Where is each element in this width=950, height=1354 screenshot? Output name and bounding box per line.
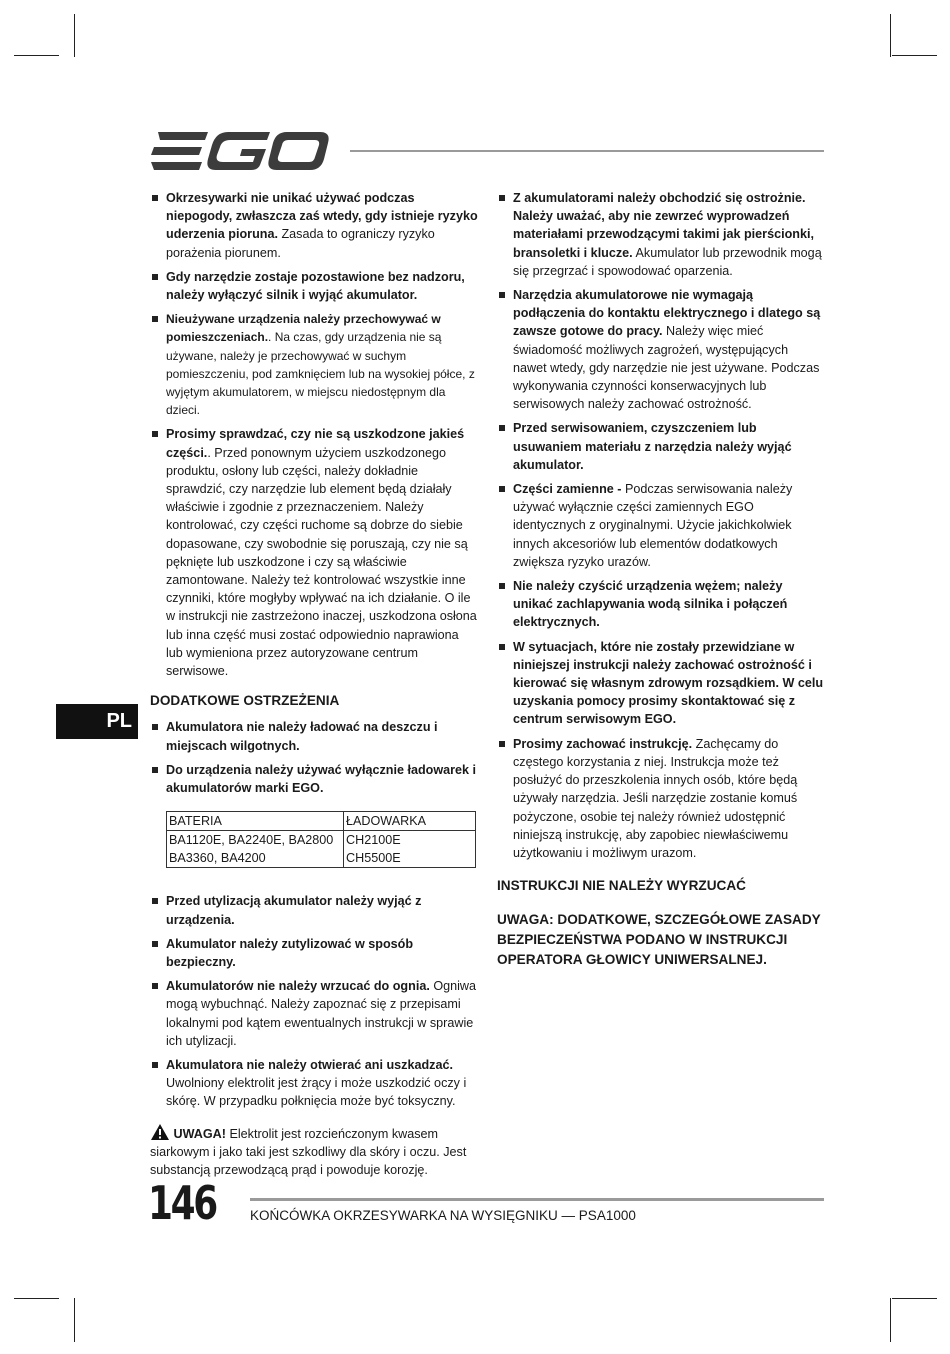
left-column (150, 189, 478, 1179)
item-bold: Okrzesywarki nie unikać używać podczas niepogody, zwłaszcza zaś wtedy, gdy istnieje ryzyko uderzenia pioruna. (166, 191, 478, 242)
item-bold: Akumulatora nie należy ładować na deszczu i miejscach wilgotnych. (166, 720, 438, 753)
bullet-icon (152, 316, 158, 322)
crop-mark (74, 1298, 75, 1342)
item-text: Uwolniony elektrolit jest żrący i może uszkodzić oczy i skórę. W przypadku połknięcia może być toksyczny. (166, 1076, 467, 1109)
bullet-icon (152, 767, 158, 773)
bullet-icon (152, 941, 158, 947)
table-header-cell: BATERIA (167, 812, 344, 831)
table-cell: BA3360, BA4200 (167, 849, 344, 868)
item-bold: Gdy narzędzie zostaje pozostawione bez nadzoru, należy wyłączyć silnik i wyjąć akumulator. (166, 269, 465, 303)
header-rule (350, 150, 824, 152)
list-item (497, 577, 824, 632)
footer-title: KOŃCÓWKA OKRZESYWARKA NA WYSIĘGNIKU — PSA1000 (250, 1208, 636, 1223)
list-item (497, 480, 824, 571)
item-text: Zasada to ograniczy ryzyko porażenia piorunem. (166, 227, 435, 260)
bullet-icon (499, 741, 505, 747)
item-bold: Nie należy czyścić urządzenia wężem; należy unikać zachlapywania wodą silnika i połączeń elektrycznych. (513, 579, 788, 630)
item-text: Akumulator lub przewodnik mogą się przegrzać i spowodować oparzenia. (513, 245, 822, 278)
list-item (150, 1056, 478, 1111)
item-text: Należy więc mieć świadomość możliwych zagrożeń, występujących nawet wtedy, gdy narzędzie nie jest używane. Podczas wykonywania czynności konserwacyjnych lub serwisowych należy zachować ostrożność. (513, 324, 820, 412)
list-item (497, 189, 824, 280)
item-bold: Przed serwisowaniem, czyszczeniem lub usuwaniem materiału z narzędzia należy wyjąć akumulator. (513, 421, 792, 472)
bullet-icon (152, 431, 158, 437)
list-item (150, 761, 478, 797)
bullet-icon (152, 195, 158, 201)
item-text: . Przed ponownym użyciem uszkodzonego produktu, osłony lub części, należy dokładnie sprawdzić, czy narzędzie lub element będą działały właściwie i zgodnie z przeznaczeniem. Należy kontrolować, czy części ruchome są dobrze do siebie dopasowane, czy swobodnie się poruszają, czy nie są pęknięte lub uszkodzone i czy są właściwie zamontowane. Należy też kontrolować wszystkie inne czynniki, które mogłyby wpływać na ich działanie. O ile w instrukcji nie zastrzeżono inaczej, uszkodzona osłona lub inna część musi zostać odpowiednio naprawiona lub wymieniona przez autoryzowane centrum serwisowe. (166, 445, 477, 679)
item-text: . Na czas, gdy urządzenia nie są używane, należy je przechowywać w suchym pomieszczeniu, pod zamknięciem lub na wysokiej półce, z wyjętym akumulatorem, w miejscu niedostępnym dla dzieci. (166, 330, 475, 418)
list-item (150, 718, 478, 754)
item-bold: Przed utylizacją akumulator należy wyjąć z urządzenia. (166, 894, 422, 927)
ego-logo (150, 131, 330, 171)
item-bold: Do urządzenia należy używać wyłącznie ładowarek i akumulatorów marki EGO. (166, 762, 477, 796)
item-text: Podczas serwisowania należy używać wyłącznie części zamiennych EGO identycznych z oryginalnymi. Użycie jakichkolwiek innych akcesoriów lub elementów dodatkowych zwiększa ryzyko urazów. (513, 482, 793, 569)
bullet-icon (499, 292, 505, 298)
table-cell: BA1120E, BA2240E, BA2800 (167, 831, 344, 850)
list-item (497, 286, 824, 413)
right-column (497, 189, 824, 970)
bullet-icon (499, 195, 505, 201)
table-row (167, 831, 476, 850)
bullet-icon (152, 724, 158, 730)
crop-mark (890, 14, 891, 57)
bullet-icon (499, 644, 505, 650)
bullet-icon (152, 983, 158, 989)
list-item (497, 735, 824, 862)
list-item (150, 425, 478, 680)
section-heading: DODATKOWE OSTRZEŻENIA (150, 693, 340, 709)
warning-text: Elektrolit jest rozcieńczonym kwasem siarkowym i jako taki jest szkodliwy dla skóry i oczu. Jest substancją przewodzącą prąd i powoduje korozję. (150, 1126, 467, 1177)
table-row (167, 849, 476, 868)
list-item (150, 892, 478, 928)
footer-rule (250, 1198, 824, 1201)
item-bold: Akumulator należy zutylizować w sposób bezpieczny. (166, 936, 414, 969)
page-number: 146 (148, 1176, 216, 1230)
battery-charger-table (166, 811, 476, 868)
item-text: Ogniwa mogą wybuchnąć. Należy zapoznać się z przepisami lokalnymi pod kątem ewentualnych instrukcji w sprawie ich utylizacji. (166, 979, 477, 1048)
keep-instructions-heading: INSTRUKCJI NIE NALEŻY WYRZUCAĆ (497, 878, 746, 894)
bullet-icon (152, 274, 158, 280)
language-tab: PL (56, 704, 138, 739)
bullet-icon (499, 486, 505, 492)
table-cell: CH2100E (346, 833, 401, 848)
table-cell: CH5500E (346, 851, 401, 866)
item-bold: Prosimy zachować instrukcję. (513, 736, 693, 751)
crop-mark (890, 1298, 891, 1342)
crop-mark (892, 1298, 937, 1299)
crop-mark (14, 1298, 59, 1299)
item-bold: Prosimy sprawdzać, czy nie są uszkodzone jakieś części. (166, 427, 465, 460)
crop-mark (74, 14, 75, 57)
item-bold: Części zamienne - (513, 482, 622, 497)
final-note: UWAGA: DODATKOWE, SZCZEGÓŁOWE ZASADY BEZPIECZEŃSTWA PODANO W INSTRUKCJI OPERATORA GŁOWICY UNIWERSALNEJ. (497, 912, 821, 968)
item-bold: Akumulatorów nie należy wrzucać do ognia. (166, 979, 430, 994)
table-header-cell: ŁADOWARKA (344, 812, 476, 831)
list-item (150, 268, 478, 304)
list-item (497, 638, 824, 729)
list-item (150, 310, 478, 419)
list-item (497, 419, 824, 474)
list-item (150, 977, 478, 1050)
table-header-row (167, 812, 476, 831)
item-bold: Nieużywane urządzenia należy przechowywać w pomieszczeniach. (166, 312, 441, 345)
bullet-icon (152, 898, 158, 904)
item-bold: W sytuacjach, które nie zostały przewidziane w niniejszej instrukcji należy zachować ostrożność i kierować się własnym zdrowym rozsądkiem. W celu uzyskania pomocy prosimy skontaktować się z centrum serwisowym EGO. (513, 639, 824, 727)
list-item (150, 935, 478, 971)
warning-triangle-icon (150, 1123, 170, 1141)
bullet-icon (499, 425, 505, 431)
crop-mark (892, 55, 937, 56)
bullet-icon (499, 583, 505, 589)
item-bold: Z akumulatorami należy obchodzić się ostrożnie. Należy uważać, aby nie zewrzeć wyprowadzeń materiałami przewodzącymi takimi jak pierścionki, bransoletki i klucze. (513, 191, 814, 260)
list-item (150, 189, 478, 262)
item-bold: Narzędzia akumulatorowe nie wymagają podłączenia do kontaktu elektrycznego i dlatego są zawsze gotowe do pracy. (513, 288, 821, 339)
warning-label: UWAGA! (173, 1126, 226, 1141)
item-bold: Akumulatora nie należy otwierać ani uszkadzać. (166, 1057, 453, 1072)
crop-mark (14, 55, 59, 56)
warning-note (150, 1123, 478, 1180)
item-text: Zachęcamy do częstego korzystania z niej. Instrukcja może też posłużyć do przeszkolenia innych osób, które będą używały narzędzia. Jeśli narzędzie zostanie komuś pożyczone, osobie tej należy również udostępnić niniejszą instrukcję, aby zapobiec niewłaściwemu użytkowaniu i możliwym urazom. (513, 736, 798, 860)
bullet-icon (152, 1062, 158, 1068)
